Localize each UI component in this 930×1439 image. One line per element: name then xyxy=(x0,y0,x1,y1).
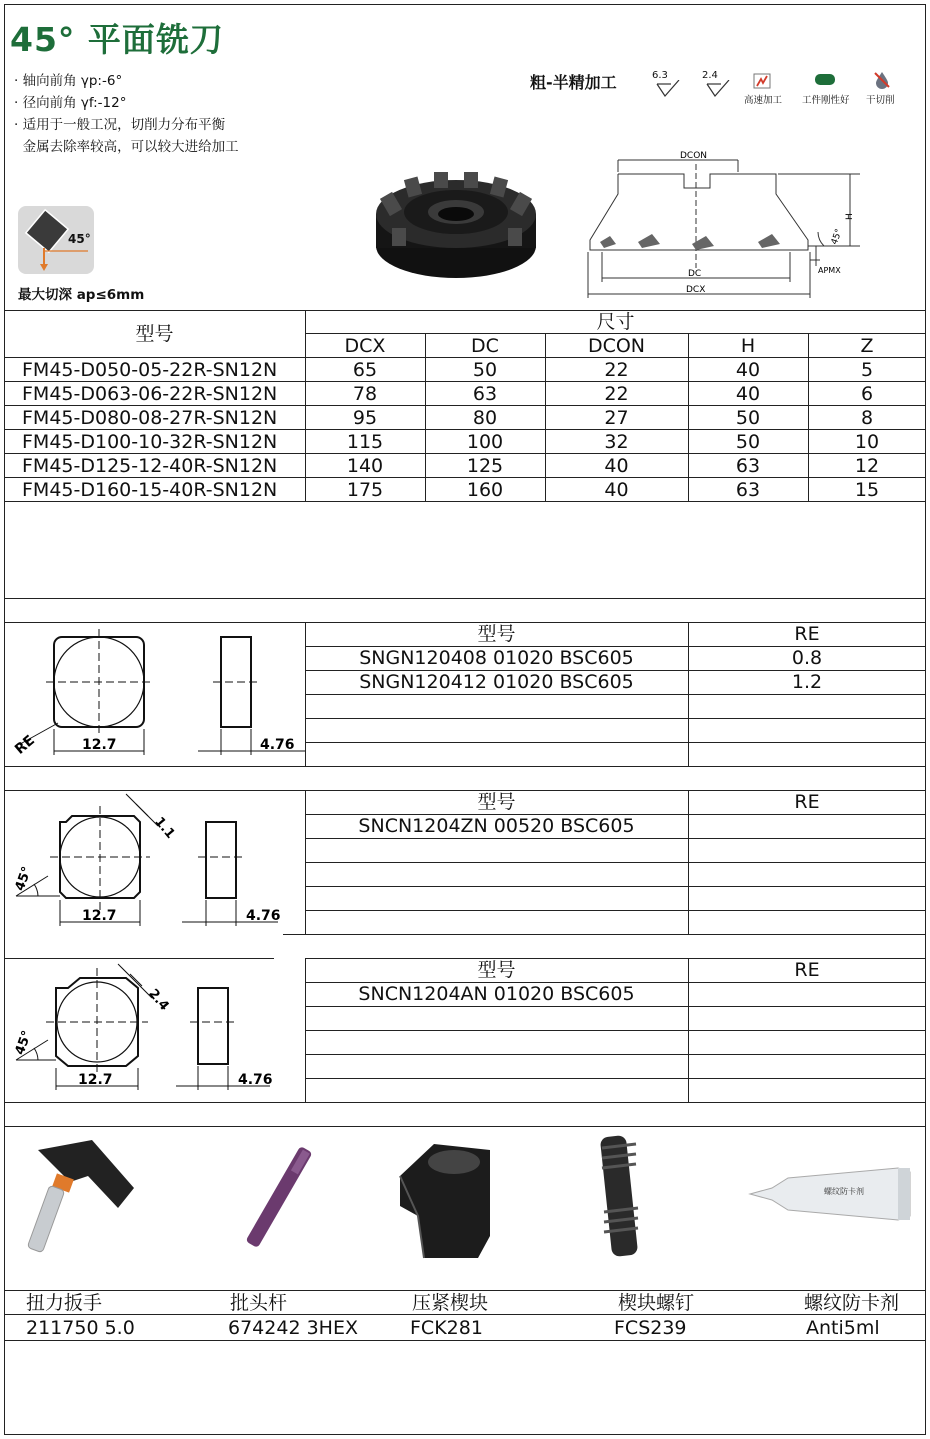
insert1-re-header: RE xyxy=(794,623,820,645)
process-label: 粗-半精加工 xyxy=(530,73,617,92)
roughness-symbol-icon xyxy=(655,80,681,98)
rule xyxy=(305,1006,926,1007)
z-cell: 12 xyxy=(854,455,880,477)
model-header: 型号 xyxy=(135,323,174,345)
dry-cut-label: 干切削 xyxy=(866,95,895,106)
accessory-name: 楔块螺钉 xyxy=(618,1292,695,1314)
dcon-cell: 40 xyxy=(604,479,629,501)
col-header-h: H xyxy=(740,335,756,357)
z-cell: 8 xyxy=(860,407,874,429)
rule xyxy=(305,838,926,839)
rule xyxy=(305,694,926,695)
model-cell: FM45-D063-06-22R-SN12N xyxy=(22,383,278,405)
insert-model-cell: SNGN120408 01020 BSC605 xyxy=(359,647,634,669)
col-header-dcx: DCX xyxy=(344,335,386,357)
dcon-cell: 40 xyxy=(604,455,629,477)
thickness-label: 4.76 xyxy=(238,1072,273,1088)
z-cell: 10 xyxy=(854,431,880,453)
rigidity-icon xyxy=(814,73,836,87)
accessory-code: Anti5ml xyxy=(806,1317,880,1339)
h-cell: 40 xyxy=(735,359,761,381)
col-header-dc: DC xyxy=(471,335,499,357)
accessory-code: FCK281 xyxy=(410,1317,483,1339)
dcon-cell: 27 xyxy=(604,407,629,429)
h-cell: 50 xyxy=(735,407,761,429)
dcx-cell: 140 xyxy=(346,455,384,477)
apmx-label: APMX xyxy=(818,266,841,275)
face-mill-photo xyxy=(372,166,540,282)
rigidity-label: 工件刚性好 xyxy=(802,95,850,106)
rule xyxy=(4,598,926,599)
high-speed-icon xyxy=(752,72,772,90)
col-header-z: Z xyxy=(860,335,874,357)
model-cell: FM45-D160-15-40R-SN12N xyxy=(22,479,278,501)
width-label: 12.7 xyxy=(78,1072,113,1088)
accessory-name: 螺纹防卡剂 xyxy=(804,1292,900,1314)
dcon-label: DCON xyxy=(680,151,708,161)
dcx-label: DCX xyxy=(686,285,706,295)
bit-holder-photo xyxy=(218,1136,338,1260)
insert-model-cell: SNCN1204AN 01020 BSC605 xyxy=(358,983,635,1005)
rule xyxy=(4,1340,926,1341)
accessory-name: 压紧楔块 xyxy=(412,1292,489,1314)
rule xyxy=(283,934,926,935)
dcx-cell: 115 xyxy=(346,431,384,453)
model-cell: FM45-D050-05-22R-SN12N xyxy=(22,359,278,381)
insert-angle-badge xyxy=(18,206,94,274)
insert3-drawing xyxy=(8,960,305,1100)
col-header-dcon: DCON xyxy=(587,335,646,357)
insert2-re-header: RE xyxy=(794,791,820,813)
rule xyxy=(305,862,926,863)
roughness-value-2: 2.4 xyxy=(702,70,718,81)
insert2-model-header: 型号 xyxy=(477,791,516,813)
corner-radius-label: RE xyxy=(12,732,38,758)
rule xyxy=(305,910,926,911)
z-cell: 5 xyxy=(860,359,874,381)
rule xyxy=(4,1102,926,1103)
rule xyxy=(305,1054,926,1055)
dcx-cell: 175 xyxy=(346,479,384,501)
dry-cut-icon xyxy=(872,70,892,90)
rule xyxy=(305,1078,926,1079)
anti-seize-tube-photo xyxy=(748,1164,914,1224)
note-radial-rake: · 径向前角 γf:-12° xyxy=(14,95,127,111)
width-label: 12.7 xyxy=(82,908,117,924)
chamfer-label: 2.4 xyxy=(145,986,172,1014)
accessory-name: 扭力扳手 xyxy=(26,1292,103,1314)
rule xyxy=(305,718,926,719)
feature-notes xyxy=(14,70,239,158)
dc-cell: 160 xyxy=(466,479,504,501)
dcx-cell: 65 xyxy=(352,359,378,381)
insert3-re-header: RE xyxy=(794,959,820,981)
model-cell: FM45-D125-12-40R-SN12N xyxy=(22,455,278,477)
insert-model-cell: SNGN120412 01020 BSC605 xyxy=(359,671,634,693)
dc-cell: 100 xyxy=(466,431,504,453)
h-cell: 63 xyxy=(735,455,761,477)
h-label: H xyxy=(845,213,855,220)
h-cell: 40 xyxy=(735,383,761,405)
torque-wrench-photo xyxy=(18,1136,138,1260)
note-application-cont: 金属去除率较高，可以较大进给加工 xyxy=(14,139,239,155)
z-cell: 15 xyxy=(854,479,880,501)
wedge-screw-photo xyxy=(586,1132,656,1260)
page-title: 45° 平面铣刀 xyxy=(10,20,224,59)
thickness-label: 4.76 xyxy=(260,737,295,753)
dcon-cell: 32 xyxy=(604,431,629,453)
rule xyxy=(305,742,926,743)
insert-angle-text: 45° xyxy=(68,232,91,246)
width-label: 12.7 xyxy=(82,737,117,753)
dcon-cell: 22 xyxy=(604,359,629,381)
angle-label: 45° xyxy=(829,227,845,247)
dc-cell: 63 xyxy=(472,383,498,405)
dc-cell: 50 xyxy=(472,359,498,381)
roughness-value-1: 6.3 xyxy=(652,70,668,81)
dcon-cell: 22 xyxy=(604,383,629,405)
accessory-code: FCS239 xyxy=(614,1317,687,1339)
chamfer-angle-label: 45° xyxy=(12,1028,36,1057)
clamp-wedge-photo xyxy=(394,1136,496,1260)
max-cut-depth: 最大切深 ap≤6mm xyxy=(18,287,145,303)
chamfer-angle-label: 45° xyxy=(12,864,36,893)
accessory-code: 211750 5.0 xyxy=(26,1317,135,1339)
insert-model-cell: SNCN1204ZN 00520 BSC605 xyxy=(358,815,635,837)
dc-label: DC xyxy=(688,269,702,279)
tube-label: 螺纹防卡剂 xyxy=(824,1187,864,1196)
model-cell: FM45-D080-08-27R-SN12N xyxy=(22,407,278,429)
model-cell: FM45-D100-10-32R-SN12N xyxy=(22,431,278,453)
cutter-dimension-drawing xyxy=(580,150,860,302)
rule xyxy=(305,886,926,887)
high-speed-label: 高速加工 xyxy=(744,95,783,106)
insert3-model-header: 型号 xyxy=(477,959,516,981)
note-axial-rake: · 轴向前角 γp:-6° xyxy=(14,73,123,89)
thickness-label: 4.76 xyxy=(246,908,281,924)
rule xyxy=(4,766,926,767)
insert-re-cell: 0.8 xyxy=(791,647,823,669)
note-application: · 适用于一般工况，切削力分布平衡 xyxy=(14,117,226,133)
insert1-model-header: 型号 xyxy=(477,623,516,645)
dcx-cell: 78 xyxy=(352,383,378,405)
insert-re-cell: 1.2 xyxy=(791,671,823,693)
insert2-drawing xyxy=(8,792,305,932)
h-cell: 50 xyxy=(735,431,761,453)
dimension-header: 尺寸 xyxy=(596,311,635,333)
rule xyxy=(4,958,274,959)
accessory-name: 批头杆 xyxy=(230,1292,288,1314)
dcx-cell: 95 xyxy=(352,407,378,429)
insert1-drawing xyxy=(8,625,305,765)
rule xyxy=(305,1030,926,1031)
accessory-code: 674242 3HEX xyxy=(228,1317,358,1339)
rule xyxy=(4,1126,926,1127)
h-cell: 63 xyxy=(735,479,761,501)
dc-cell: 80 xyxy=(472,407,498,429)
chamfer-label: 1.1 xyxy=(151,814,178,842)
roughness-symbol-icon xyxy=(705,80,731,98)
dc-cell: 125 xyxy=(466,455,504,477)
z-cell: 6 xyxy=(860,383,874,405)
